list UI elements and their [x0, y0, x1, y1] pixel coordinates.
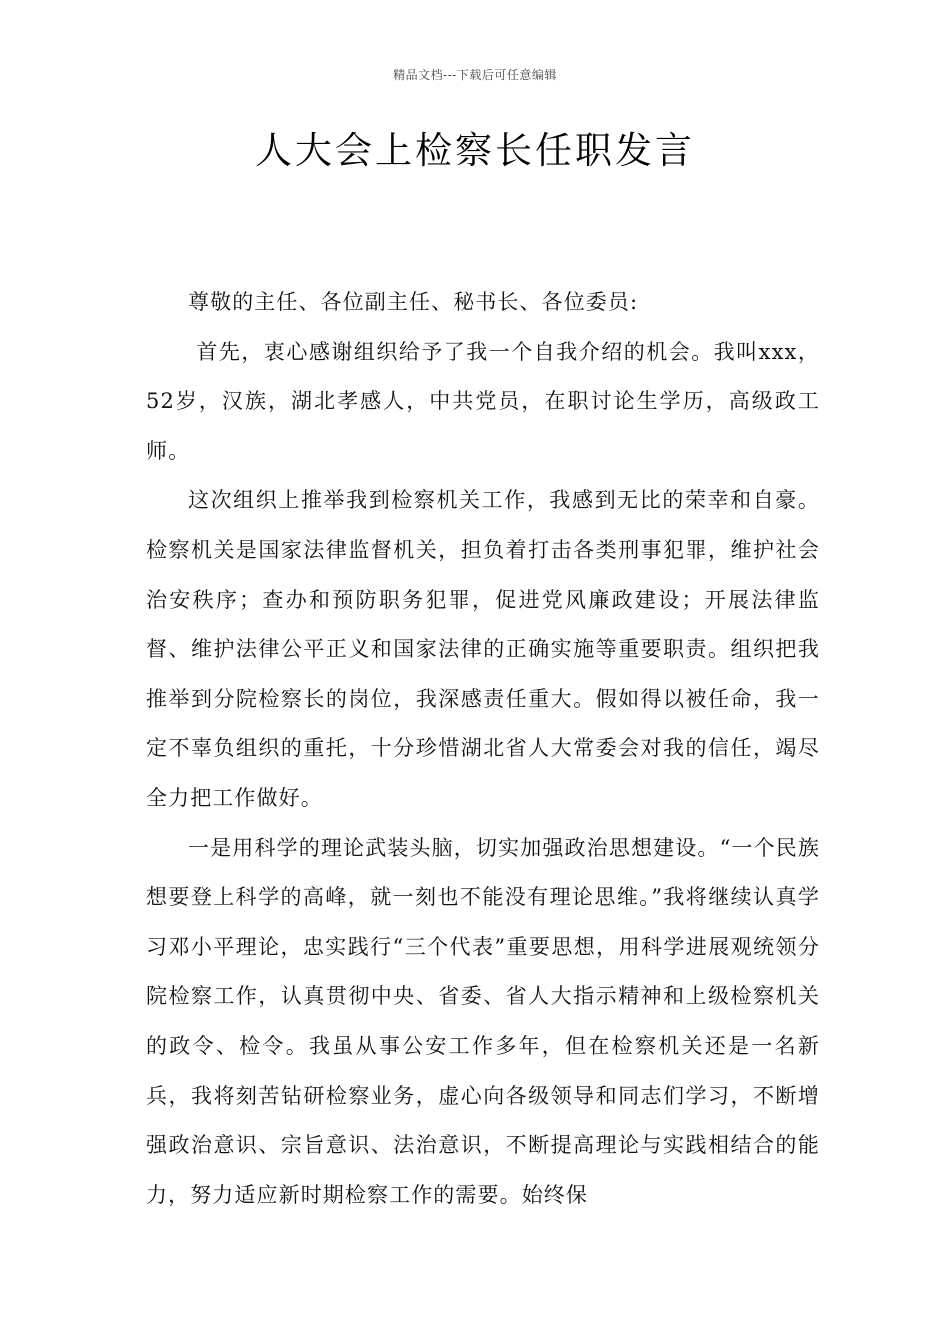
document-title: 人大会上检察长任职发言 — [255, 129, 695, 172]
first-commitment-paragraph: 一是用科学的理论武装头脑，切实加强政治思想建设。“一个民族想要登上科学的高峰，就一刻也不能没有理论思维。”我将继续认真学习邓小平理论，忠实践行“三个代表”重要思想，用科学进展观统领分院检察工作，认真贯彻中央、省委、省人大指示精神和上级检察机关的政令、检令。我虽从事公安工作多年，但在检察机关还是一名新兵，我将刻苦钻研检察业务，虚心向各级领导和同志们学习，不断增强政治意识、宗旨意识、法治意识，不断提高理论与实践相结合的能力，努力适应新时期检察工作的需要。始终保 — [146, 835, 820, 1207]
salutation-paragraph: 尊敬的主任、各位副主任、秘书长、各位委员: — [188, 290, 639, 314]
document-body — [146, 278, 820, 1220]
self-introduction-paragraph: 首先，衷心感谢组织给予了我一个自我介绍的机会。我叫xxx，52岁，汉族，湖北孝感人，中共党员，在职讨论生学历，高级政工师。 — [146, 339, 820, 463]
appointment-paragraph: 这次组织上推举我到检察机关工作，我感到无比的荣幸和自豪。检察机关是国家法律监督机关，担负着打击各类刑事犯罪，维护社会治安秩序；查办和预防职务犯罪，促进党风廉政建设；开展法律监督、维护法律公平正义和国家法律的正确实施等重要职责。组织把我推举到分院检察长的岗位，我深感责任重大。假如得以被任命，我一定不辜负组织的重托，十分珍惜湖北省人大常委会对我的信任，竭尽全力把工作做好。 — [146, 488, 820, 810]
page-header-note: 精品文档---下载后可任意编辑 — [393, 68, 557, 82]
